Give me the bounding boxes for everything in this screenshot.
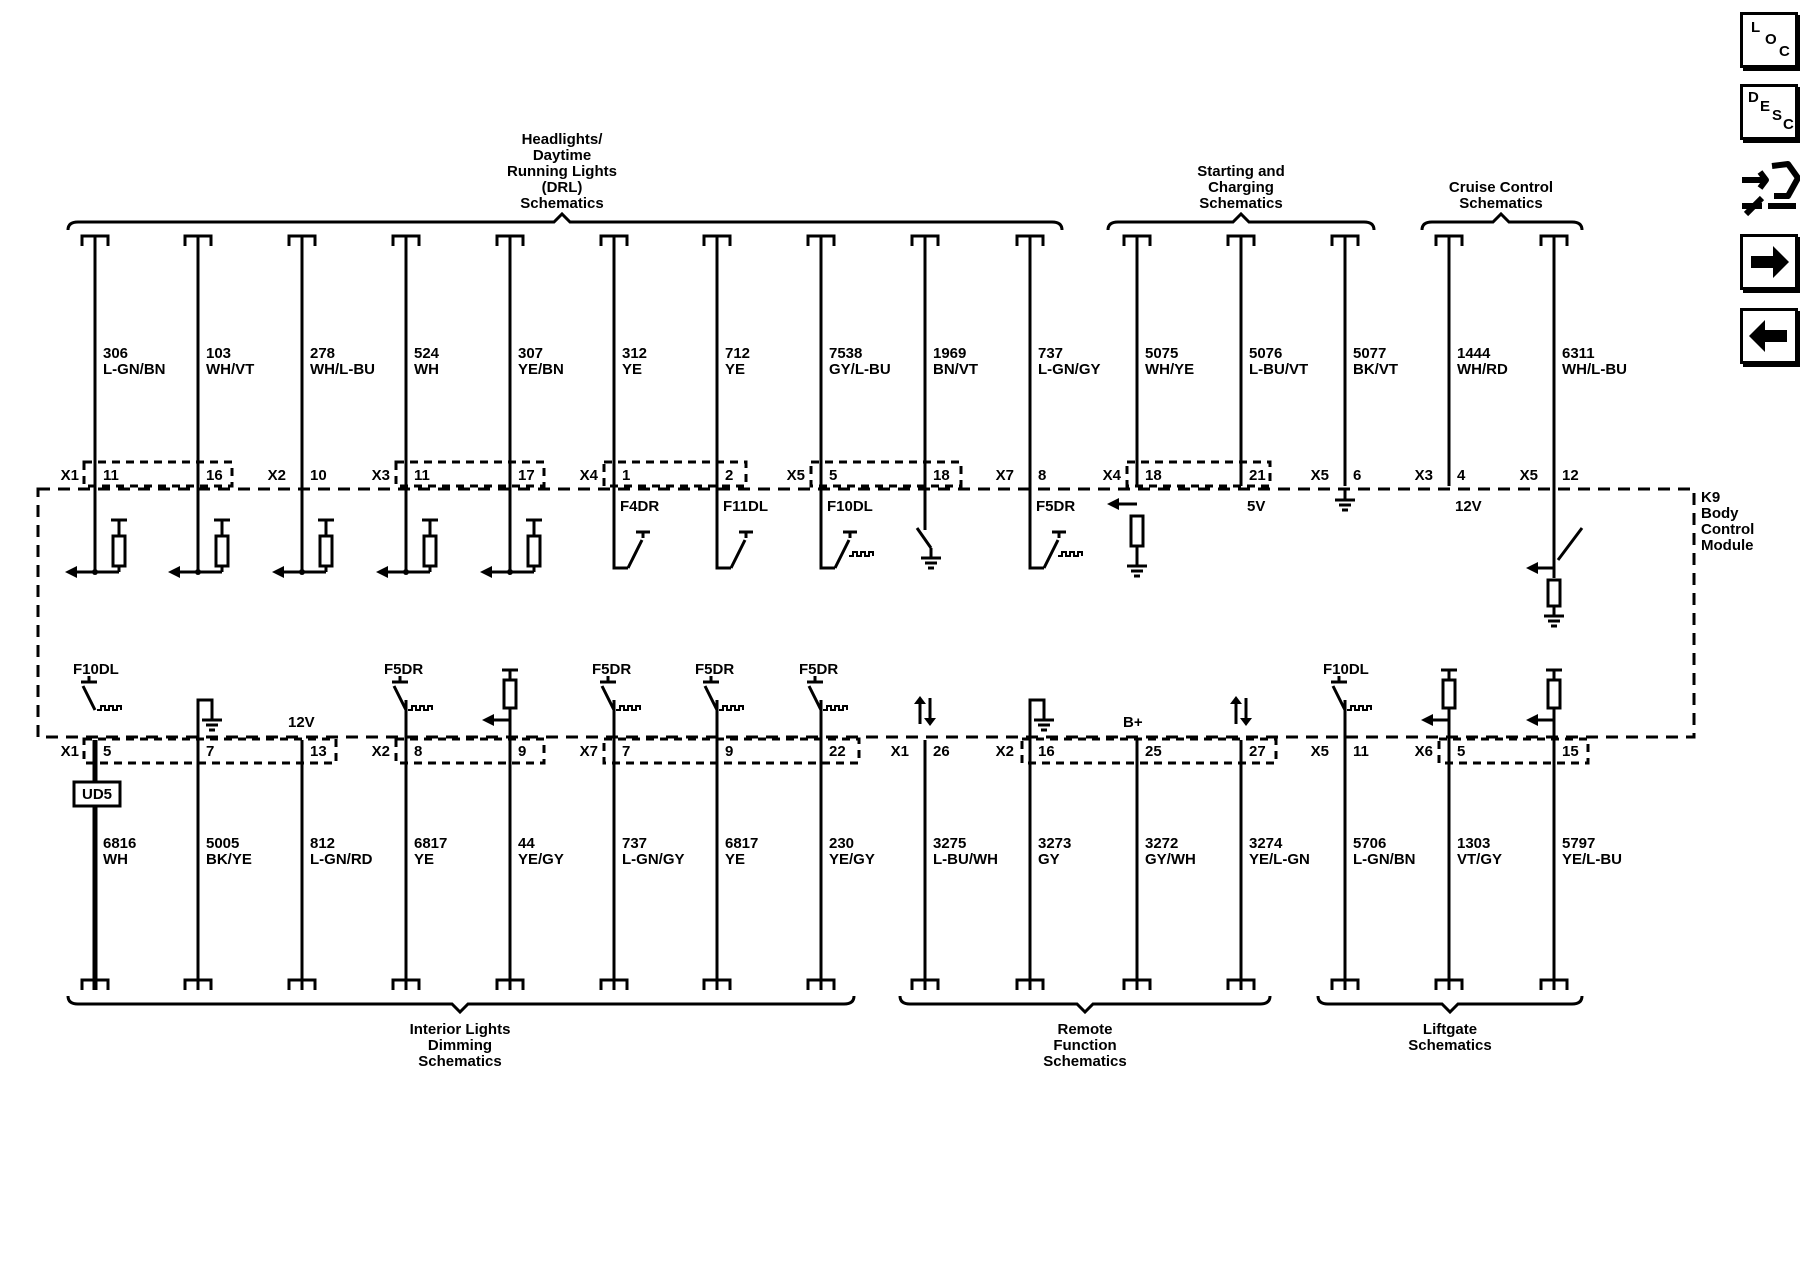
top-connector-id: X5 [1519,467,1538,484]
bottom-pin-number: 7 [206,743,215,760]
top-wire-color: BN/VT [933,361,978,378]
top-circuit-number: 5075 [1145,345,1179,362]
ground-symbol [1034,710,1054,730]
pwm-switch [821,518,873,568]
top-wire-color: YE/BN [518,361,564,378]
bottom-circuit-number: 1303 [1457,835,1491,852]
bottom-wire-color: L-GN/BN [1353,851,1416,868]
bottom-pin-number: 15 [1562,743,1579,760]
bottom-wire-color: BK/YE [206,851,252,868]
module-label: Module [1701,537,1754,554]
interior-bracket [68,996,854,1012]
pullup-input [482,670,518,740]
bottom-internal-label: 12V [288,714,315,731]
loc-letter-c: C [1779,43,1790,60]
pwm-output-switch [81,676,121,710]
pwm-output-switch [807,676,847,710]
bottom-internal-label: F5DR [384,661,424,678]
liftgate-bracket [1318,996,1582,1012]
splice-label: UD5 [81,786,113,803]
top-pin-number: 11 [414,467,430,484]
remote-group-label: Schematics [1043,1053,1127,1070]
bottom-circuit-number: 230 [829,835,855,852]
bottom-pin-number: 7 [622,743,631,760]
top-connector-id: X1 [60,467,79,484]
bottom-wire-color: VT/GY [1457,851,1503,868]
top-wire-color: WH/L-BU [310,361,375,378]
bottom-circuit-number: 5706 [1353,835,1387,852]
top-internal-label: F5DR [1036,498,1076,515]
bottom-wire-color: L-GN/RD [310,851,373,868]
top-internal-label: F11DL [723,498,769,515]
arrow-left-icon [1743,311,1795,361]
headlights-group-label: Schematics [520,195,604,212]
bottom-wire-color: WH [103,851,128,868]
top-pin-number: 11 [103,467,119,484]
bottom-internal-label: B+ [1123,714,1143,731]
top-circuit-number: 103 [206,345,232,362]
top-wire-color: L-GN/BN [103,361,166,378]
bottom-circuit-number: 737 [622,835,648,852]
ground-symbol [1544,606,1564,626]
bottom-pin-number: 9 [725,743,734,760]
headlights-group-label: Daytime [532,147,592,164]
top-circuit-number: 6311 [1562,345,1595,362]
bottom-wire-color: YE [725,851,746,868]
pullup-input [1526,670,1562,740]
internal-components [65,486,1582,740]
bottom-connector-id: X5 [1310,743,1329,760]
ground-symbol [202,710,222,730]
headlights-group-label: Running Lights [507,163,617,180]
cruise-group-label: Cruise Control [1448,179,1554,196]
headlights-group-label: Headlights/ [521,131,603,148]
low-side-switch [717,518,753,568]
starting-group-label: Charging [1208,179,1274,196]
bottom-pin-number: 9 [518,743,527,760]
top-circuit-number: 737 [1038,345,1064,362]
top-circuit-number: 278 [310,345,336,362]
location-button[interactable] [1740,12,1798,68]
bidirectional-arrows-icon [1230,696,1252,726]
top-circuit-number: 712 [725,345,751,362]
interior-group-label: Schematics [418,1053,502,1070]
top-pin-number: 21 [1249,467,1266,484]
input-arrow-head [1107,498,1119,510]
top-wire-color: WH/L-BU [1562,361,1627,378]
starting-group-label: Schematics [1199,195,1283,212]
bottom-pin-number: 16 [1038,743,1055,760]
ground-symbol [1335,490,1355,510]
bottom-circuit-number: 5005 [206,835,240,852]
top-connector-id: X5 [786,467,805,484]
top-internal-label: 12V [1455,498,1482,515]
top-circuit-number: 5076 [1249,345,1283,362]
bottom-wire-color: L-BU/WH [933,851,998,868]
bottom-connector-id: X7 [579,743,598,760]
bottom-wire-color: L-GN/GY [622,851,685,868]
top-circuit-number: 312 [622,345,648,362]
bottom-circuit-number: 6816 [103,835,137,852]
bottom-wire-color: YE/L-BU [1562,851,1622,868]
bottom-circuit-number: 3274 [1249,835,1283,852]
ground-wire [917,528,931,548]
top-connector-id: X2 [267,467,286,484]
pwm-switch [1030,518,1082,568]
top-wires [61,236,1627,570]
bottom-internal-label: F5DR [592,661,632,678]
top-internal-label: F10DL [827,498,873,515]
bottom-pin-number: 25 [1145,743,1162,760]
top-connector-id: X4 [579,467,598,484]
bottom-wire-color: GY/WH [1145,851,1196,868]
switch-blade [1558,528,1582,560]
bidirectional-arrows-icon [914,696,936,726]
headlights-bracket [68,214,1062,230]
desc-letter-c: C [1783,116,1794,133]
bottom-circuit-number: 44 [518,835,535,852]
module-label: Control [1701,521,1755,538]
bottom-pin-number: 26 [933,743,950,760]
cruise-group-label: Schematics [1459,195,1543,212]
bottom-wire-color: YE/L-GN [1249,851,1310,868]
top-connector-id: X3 [1414,467,1433,484]
top-pin-number: 17 [518,467,535,484]
top-wire-color: YE [725,361,746,378]
bottom-internal-label: F10DL [73,661,119,678]
pullup-input [1421,670,1457,740]
schematic-group-brackets [68,214,1582,1012]
desc-letter-e: E [1760,98,1771,115]
loc-letter-l: L [1751,19,1761,36]
bottom-pin-number: 22 [829,743,846,760]
top-connector-id: X4 [1102,467,1121,484]
bottom-pin-number: 11 [1353,743,1369,760]
top-pin-number: 5 [829,467,838,484]
tool-icon-svg [1738,156,1800,220]
top-pin-number: 16 [206,467,223,484]
bottom-connector-id: X2 [371,743,390,760]
bottom-pin-number: 27 [1249,743,1266,760]
bottom-circuit-number: 6817 [725,835,759,852]
schematic-group-labels [410,131,1554,1070]
top-wire-color: L-BU/VT [1249,361,1309,378]
top-wire-color: WH/VT [206,361,255,378]
bottom-connector-id: X1 [890,743,909,760]
top-wire-color: YE [622,361,643,378]
liftgate-group-label: Schematics [1408,1037,1492,1054]
pwm-output-switch [600,676,640,710]
bottom-pin-number: 5 [1457,743,1466,760]
interior-group-label: Interior Lights [409,1021,511,1038]
desc-letter-d: D [1748,89,1759,106]
interior-group-label: Dimming [427,1037,493,1054]
top-internal-label: 5V [1247,498,1266,515]
bottom-connector-id: X1 [60,743,79,760]
bottom-pin-number: 13 [310,743,327,760]
top-circuit-number: 306 [103,345,129,362]
top-circuit-number: 1444 [1457,345,1491,362]
pulldown-resistor [1131,516,1143,546]
bottom-wire-color: YE/GY [829,851,875,868]
top-pin-number: 4 [1457,467,1466,484]
starting-group-label: Starting and [1197,163,1285,180]
bottom-internal-label: F10DL [1323,661,1369,678]
bottom-wire-color: GY [1038,851,1060,868]
top-pin-number: 10 [310,467,327,484]
top-pin-number: 6 [1353,467,1362,484]
module-label: K9 [1701,489,1721,506]
bottom-circuit-number: 6817 [414,835,448,852]
ground-symbol [1127,556,1147,576]
description-button[interactable] [1740,84,1798,140]
liftgate-group-label: Liftgate [1422,1021,1478,1038]
top-pin-number: 2 [725,467,734,484]
bottom-internal-label: F5DR [799,661,839,678]
bottom-circuit-number: 3275 [933,835,967,852]
input-arrow-head [1526,562,1538,574]
pwm-output-switch [703,676,743,710]
top-wire-color: WH/RD [1457,361,1508,378]
next-page-button[interactable] [1740,234,1798,290]
top-wire-color: WH/YE [1145,361,1195,378]
bottom-circuit-number: 812 [310,835,336,852]
loc-letter-o: O [1765,31,1777,48]
top-pin-number: 18 [933,467,950,484]
bottom-circuit-number: 3272 [1145,835,1179,852]
bottom-pin-number: 8 [414,743,423,760]
top-circuit-number: 5077 [1353,345,1387,362]
top-pin-number: 8 [1038,467,1047,484]
low-side-switch [614,518,650,568]
bottom-circuit-number: 5797 [1562,835,1596,852]
top-internal-label: F4DR [620,498,660,515]
pwm-output-switch [392,676,432,710]
bottom-wire-color: YE [414,851,435,868]
cruise-bracket [1422,214,1582,230]
pulldown-resistor [1548,580,1560,606]
starting-bracket [1108,214,1374,230]
top-connector-id: X3 [371,467,390,484]
top-circuit-number: 524 [414,345,440,362]
ground-symbol [921,548,941,568]
bottom-circuit-number: 3273 [1038,835,1072,852]
remote-group-label: Function [1053,1037,1117,1054]
top-connector-id: X7 [995,467,1014,484]
top-wire-color: WH [414,361,439,378]
bottom-connector-id: X6 [1414,743,1433,760]
top-wire-color: GY/L-BU [829,361,891,378]
top-circuit-number: 307 [518,345,544,362]
top-wire-color: BK/VT [1353,361,1398,378]
remote-bracket [900,996,1270,1012]
connector-tool-icon[interactable] [1738,156,1800,220]
bottom-wire-color: YE/GY [518,851,564,868]
top-pin-number: 1 [622,467,631,484]
pwm-output-switch [1331,676,1371,710]
module-label: Body [1701,505,1739,522]
arrow-right-icon [1743,237,1795,287]
bottom-pin-number: 5 [103,743,112,760]
top-pin-number: 12 [1562,467,1579,484]
bottom-connector-id: X2 [995,743,1014,760]
bottom-internal-label: F5DR [695,661,735,678]
headlights-group-label: (DRL) [541,179,583,196]
top-pin-number: 18 [1145,467,1162,484]
top-circuit-number: 7538 [829,345,863,362]
top-wire-color: L-GN/GY [1038,361,1101,378]
top-circuit-number: 1969 [933,345,967,362]
top-connector-id: X5 [1310,467,1329,484]
remote-group-label: Remote [1057,1021,1113,1038]
previous-page-button[interactable] [1740,308,1798,364]
desc-letter-s: S [1772,107,1783,124]
